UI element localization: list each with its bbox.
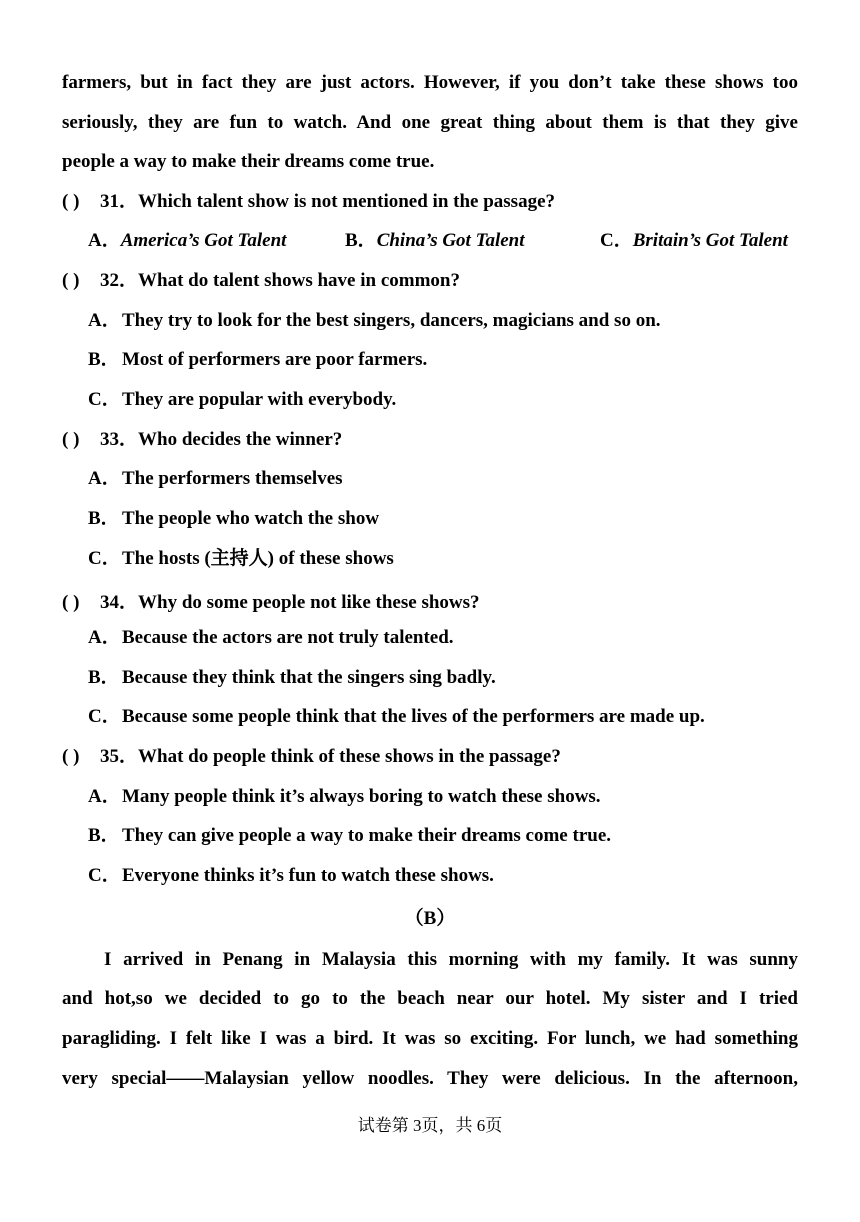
- question-text: Who decides the winner?: [138, 429, 343, 450]
- option-c: C．They are popular with everybody.: [88, 389, 397, 410]
- option-a: A．The performers themselves: [88, 468, 343, 489]
- option-b: B．China’s Got Talent: [345, 230, 525, 251]
- question-34: [62, 591, 798, 615]
- option-a: A．They try to look for the best singers, dancers, magicians and so on.: [88, 310, 661, 331]
- question-number: 32．: [100, 270, 139, 291]
- question-32: [62, 269, 798, 293]
- options-row-31: [88, 229, 808, 253]
- answer-blank[interactable]: ( ): [62, 270, 80, 291]
- question-number: 33．: [100, 429, 139, 450]
- passage-line: I arrived in Penang in Malaysia this morning with my family. It was sunny: [104, 949, 798, 970]
- answer-blank[interactable]: ( ): [62, 429, 80, 450]
- option-b: B． Most of performers are poor farmers.: [88, 349, 428, 370]
- option-b: B． The people who watch the show: [88, 508, 380, 529]
- option-c: C．The hosts (主持人) of these shows: [88, 548, 394, 569]
- option-b: B． Because they think that the singers sing badly.: [88, 667, 496, 688]
- question-35: [62, 745, 798, 769]
- question-number: 34．: [100, 592, 139, 613]
- passage-line: paragliding. I felt like I was a bird. It was so exciting. For lunch, we had something: [62, 1028, 798, 1049]
- section-heading: （B）: [404, 908, 456, 929]
- option-c: C．Everyone thinks it’s fun to watch these shows.: [88, 865, 494, 886]
- question-number: 35．: [100, 746, 139, 767]
- passage-line: people a way to make their dreams come true.: [62, 151, 435, 172]
- option-a: A．America’s Got Talent: [88, 230, 287, 251]
- passage-line: very special——Malaysian yellow noodles. They were delicious. In the afternoon,: [62, 1068, 798, 1089]
- answer-blank[interactable]: ( ): [62, 191, 80, 212]
- option-a: A．Many people think it’s always boring to watch these shows.: [88, 786, 601, 807]
- page-footer: 试卷第 3页，共 6页: [357, 1116, 503, 1135]
- question-text: Which talent show is not mentioned in the passage?: [138, 191, 556, 212]
- question-number: 31．: [100, 191, 139, 212]
- question-text: What do people think of these shows in the passage?: [138, 746, 561, 767]
- passage-line: seriously, they are fun to watch. And one great thing about them is that they give: [62, 112, 798, 133]
- question-31: [62, 190, 798, 214]
- passage-line: farmers, but in fact they are just actors. However, if you don’t take these shows too: [62, 72, 798, 93]
- question-text: What do talent shows have in common?: [138, 270, 460, 291]
- answer-blank[interactable]: ( ): [62, 746, 80, 767]
- question-33: [62, 428, 798, 452]
- question-text: Why do some people not like these shows?: [138, 592, 480, 613]
- option-a: A．Because the actors are not truly talented.: [88, 627, 454, 648]
- option-b: B． They can give people a way to make their dreams come true.: [88, 825, 611, 846]
- answer-blank[interactable]: ( ): [62, 592, 80, 613]
- option-c: C．Britain’s Got Talent: [600, 230, 788, 251]
- passage-line: and hot,so we decided to go to the beach near our hotel. My sister and I tried: [62, 988, 798, 1009]
- option-c: C．Because some people think that the lives of the performers are made up.: [88, 706, 705, 727]
